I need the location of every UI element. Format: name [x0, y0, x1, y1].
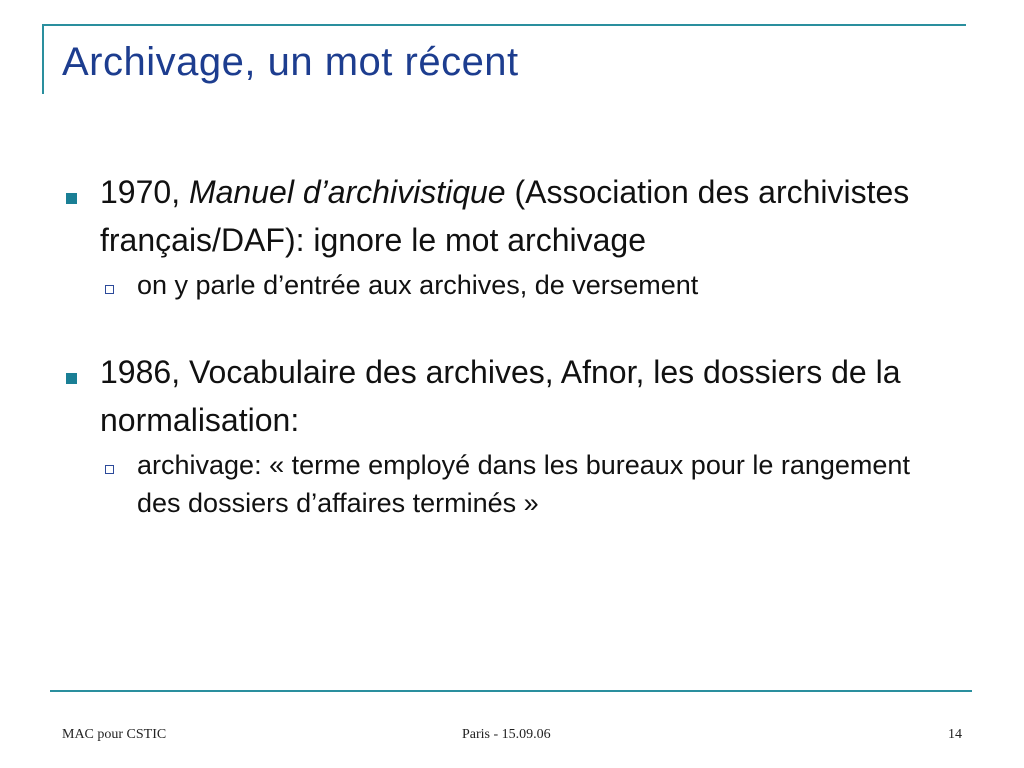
bullet-item [60, 168, 940, 264]
left-rule [42, 24, 44, 94]
sub-bullet-text: archivage: « terme employé dans les bureaux pour le rangement des dossiers d’affaires terminés » [137, 450, 910, 518]
square-bullet-icon [66, 193, 77, 204]
slide-title: Archivage, un mot récent [62, 40, 519, 84]
footer-center-text: Paris - 15.09.06 [462, 727, 551, 742]
square-bullet-icon [66, 373, 77, 384]
bullet-item [60, 348, 940, 444]
hollow-square-bullet-icon [105, 285, 114, 294]
footer-left-text: MAC pour CSTIC [62, 727, 167, 742]
sub-bullet-item [100, 266, 940, 304]
hollow-square-bullet-icon [105, 465, 114, 474]
sub-bullet-item [100, 446, 940, 522]
top-rule [42, 24, 966, 26]
sub-bullet-text: on y parle d’entrée aux archives, de versement [137, 270, 699, 300]
bullet-text-suffix: (Association des archivistes français/DAF): ignore le mot archivage [100, 174, 910, 258]
page-number: 14 [948, 727, 962, 742]
bullet-text-prefix: 1970, [100, 174, 189, 210]
footer-rule [50, 690, 972, 692]
bullet-text-italic: Manuel d’archivistique [188, 174, 506, 210]
bullet-text: 1986, Vocabulaire des archives, Afnor, les dossiers de la normalisation: [100, 354, 901, 438]
slide-content [60, 168, 940, 522]
